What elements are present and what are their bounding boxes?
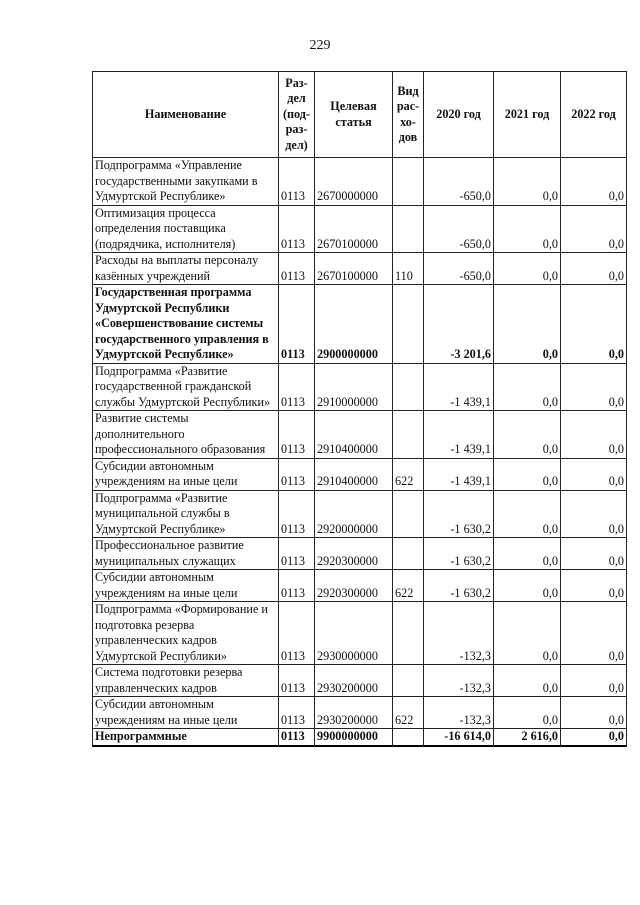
- row-2021: 0,0: [494, 205, 561, 253]
- row-expense: [393, 205, 424, 253]
- row-section: 0113: [279, 602, 315, 665]
- row-target: 2910000000: [315, 363, 393, 411]
- row-name: Непрограммные: [93, 729, 279, 746]
- row-2021: 0,0: [494, 665, 561, 697]
- row-2020: -132,3: [424, 602, 494, 665]
- row-2020: -1 439,1: [424, 458, 494, 490]
- table-row: [93, 363, 627, 411]
- row-target: 2670100000: [315, 205, 393, 253]
- table-row: [93, 285, 627, 364]
- table-row: [93, 538, 627, 570]
- row-2022: 0,0: [561, 602, 627, 665]
- row-2020: -3 201,6: [424, 285, 494, 364]
- row-expense: 622: [393, 570, 424, 602]
- row-2021: 0,0: [494, 570, 561, 602]
- table-row: [93, 458, 627, 490]
- row-section: 0113: [279, 697, 315, 729]
- header-expense-label: Вид рас- хо- дов: [396, 83, 420, 144]
- row-2020: -650,0: [424, 158, 494, 206]
- row-section: 0113: [279, 363, 315, 411]
- row-2021: 2 616,0: [494, 729, 561, 746]
- row-2022: 0,0: [561, 697, 627, 729]
- table-row: [93, 697, 627, 729]
- row-name: Расходы на выплаты персоналу казённых учреждений: [93, 253, 279, 285]
- row-target: 2920300000: [315, 538, 393, 570]
- row-expense: [393, 729, 424, 746]
- row-expense: [393, 363, 424, 411]
- row-2021: 0,0: [494, 253, 561, 285]
- table-row: [93, 602, 627, 665]
- row-2021: 0,0: [494, 697, 561, 729]
- row-2022: 0,0: [561, 411, 627, 459]
- row-section: 0113: [279, 665, 315, 697]
- row-target: 2930200000: [315, 665, 393, 697]
- row-section: 0113: [279, 458, 315, 490]
- table-row: [93, 205, 627, 253]
- row-2020: -1 630,2: [424, 538, 494, 570]
- header-row: [93, 72, 627, 158]
- row-target: 2930000000: [315, 602, 393, 665]
- page-number: 229: [309, 38, 331, 53]
- row-target: 2930200000: [315, 697, 393, 729]
- row-2022: 0,0: [561, 538, 627, 570]
- row-2021: 0,0: [494, 458, 561, 490]
- row-2022: 0,0: [561, 490, 627, 538]
- table-row: [93, 490, 627, 538]
- row-2021: 0,0: [494, 411, 561, 459]
- table-body: [93, 158, 627, 746]
- header-target-label: Целевая статья: [330, 99, 377, 129]
- row-expense: [393, 665, 424, 697]
- row-section: 0113: [279, 570, 315, 602]
- row-name: Субсидии автономным учреждениям на иные цели: [93, 570, 279, 602]
- budget-table: [92, 71, 627, 747]
- table-row: [93, 665, 627, 697]
- table-row: [93, 158, 627, 206]
- row-section: 0113: [279, 411, 315, 459]
- row-section: 0113: [279, 253, 315, 285]
- row-2022: 0,0: [561, 158, 627, 206]
- row-2020: -650,0: [424, 205, 494, 253]
- row-expense: [393, 411, 424, 459]
- row-section: 0113: [279, 490, 315, 538]
- row-2021: 0,0: [494, 363, 561, 411]
- row-target: 2900000000: [315, 285, 393, 364]
- row-section: 0113: [279, 205, 315, 253]
- row-2021: 0,0: [494, 538, 561, 570]
- row-expense: 622: [393, 458, 424, 490]
- row-expense: 622: [393, 697, 424, 729]
- row-2020: -1 630,2: [424, 570, 494, 602]
- row-target: 2670100000: [315, 253, 393, 285]
- row-name: Субсидии автономным учреждениям на иные цели: [93, 458, 279, 490]
- row-2022: 0,0: [561, 205, 627, 253]
- row-section: 0113: [279, 538, 315, 570]
- row-expense: [393, 285, 424, 364]
- row-name: Государственная программа Удмуртской Республики «Совершенствование системы государственного управления в Удмуртской Республике»: [93, 285, 279, 364]
- table-row: [93, 570, 627, 602]
- row-2021: 0,0: [494, 158, 561, 206]
- table-row: [93, 253, 627, 285]
- row-2020: -650,0: [424, 253, 494, 285]
- row-expense: [393, 490, 424, 538]
- header-2022: 2022 год: [561, 72, 627, 158]
- row-2021: 0,0: [494, 285, 561, 364]
- row-2020: -1 439,1: [424, 363, 494, 411]
- row-expense: 110: [393, 253, 424, 285]
- row-2022: 0,0: [561, 729, 627, 746]
- row-name: Субсидии автономным учреждениям на иные цели: [93, 697, 279, 729]
- row-section: 0113: [279, 285, 315, 364]
- row-target: 2910400000: [315, 411, 393, 459]
- table-row: [93, 729, 627, 746]
- row-2021: 0,0: [494, 602, 561, 665]
- header-target: [315, 72, 393, 158]
- header-2020: 2020 год: [424, 72, 494, 158]
- row-name: Подпрограмма «Развитие государственной гражданской службы Удмуртской Республики»: [93, 363, 279, 411]
- row-target: 2920300000: [315, 570, 393, 602]
- row-name: Подпрограмма «Развитие муниципальной службы в Удмуртской Республике»: [93, 490, 279, 538]
- table-row: [93, 411, 627, 459]
- row-2022: 0,0: [561, 253, 627, 285]
- row-section: 0113: [279, 158, 315, 206]
- row-2020: -1 439,1: [424, 411, 494, 459]
- row-expense: [393, 158, 424, 206]
- header-expense: [393, 72, 424, 158]
- row-target: 9900000000: [315, 729, 393, 746]
- row-2020: -132,3: [424, 697, 494, 729]
- row-name: Система подготовки резерва управленческих кадров: [93, 665, 279, 697]
- row-2020: -1 630,2: [424, 490, 494, 538]
- row-name: Оптимизация процесса определения поставщика (подрядчика, исполнителя): [93, 205, 279, 253]
- row-2022: 0,0: [561, 665, 627, 697]
- header-name: Наименование: [93, 72, 279, 158]
- header-section-label: Раз- дел (под- раз- дел): [282, 75, 311, 152]
- row-target: 2910400000: [315, 458, 393, 490]
- header-section: [279, 72, 315, 158]
- row-name: Развитие системы дополнительного профессионального образования: [93, 411, 279, 459]
- row-2021: 0,0: [494, 490, 561, 538]
- row-expense: [393, 602, 424, 665]
- row-2022: 0,0: [561, 285, 627, 364]
- row-section: 0113: [279, 729, 315, 746]
- row-2022: 0,0: [561, 458, 627, 490]
- row-2022: 0,0: [561, 363, 627, 411]
- row-2020: -16 614,0: [424, 729, 494, 746]
- row-2022: 0,0: [561, 570, 627, 602]
- row-name: Подпрограмма «Управление государственными закупками в Удмуртской Республике»: [93, 158, 279, 206]
- row-target: 2920000000: [315, 490, 393, 538]
- row-expense: [393, 538, 424, 570]
- row-name: Подпрограмма «Формирование и подготовка резерва управленческих кадров Удмуртской Республики»: [93, 602, 279, 665]
- header-2021: 2021 год: [494, 72, 561, 158]
- row-2020: -132,3: [424, 665, 494, 697]
- row-target: 2670000000: [315, 158, 393, 206]
- row-name: Профессиональное развитие муниципальных служащих: [93, 538, 279, 570]
